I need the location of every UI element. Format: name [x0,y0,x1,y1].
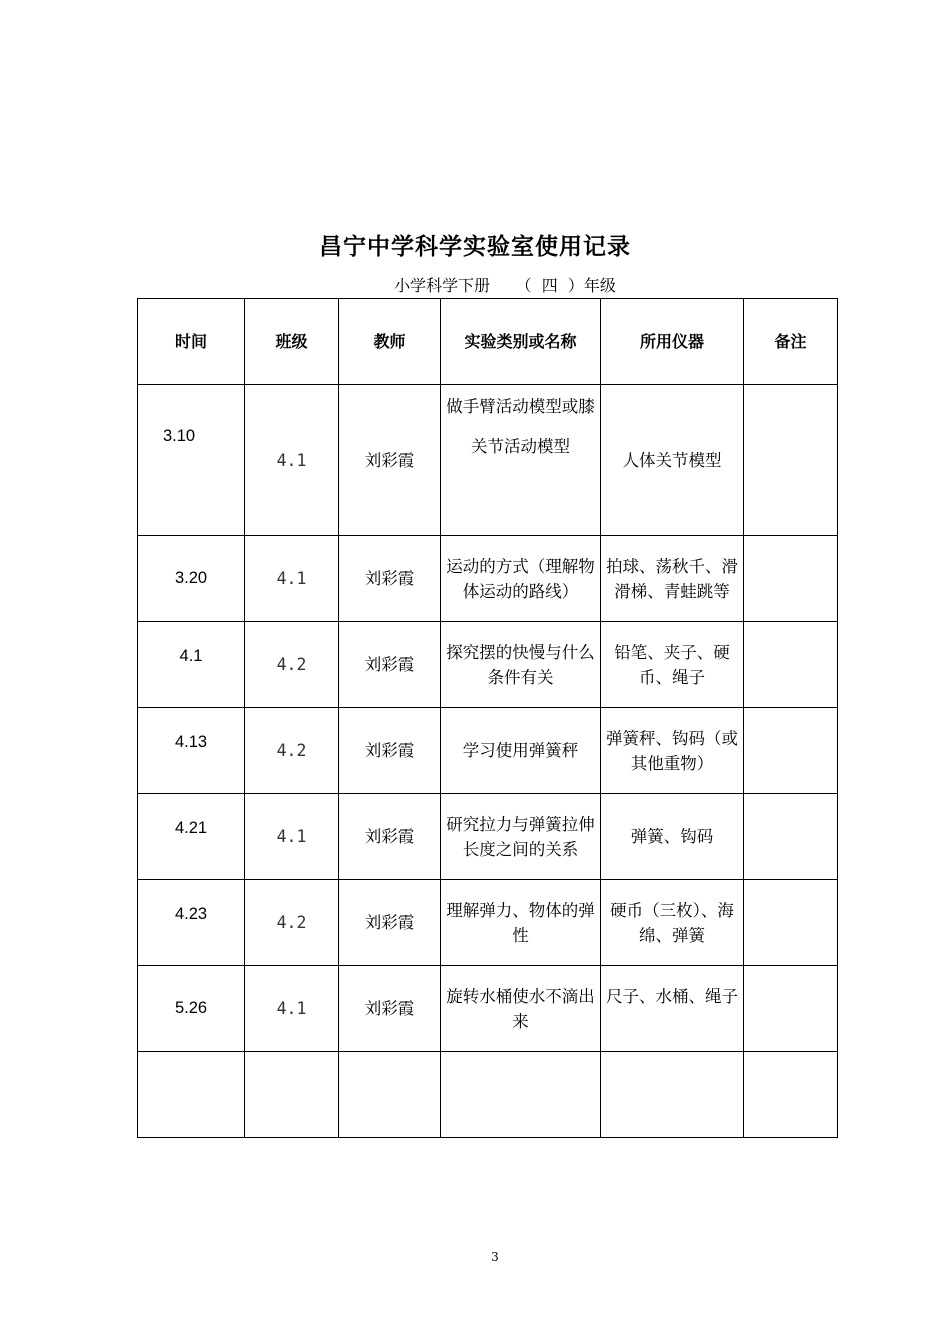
date-cell: 3.20 [138,536,245,622]
instruments-cell [601,1052,744,1138]
class-cell: 4.1 [245,536,339,622]
instruments-cell: 弹簧、钩码 [601,794,744,880]
column-header-time: 时间 [138,299,245,385]
table-row [138,880,838,966]
column-header-notes: 备注 [744,299,838,385]
teacher-cell: 刘彩霞 [339,385,441,536]
instruments-cell: 人体关节模型 [601,385,744,536]
experiment-cell: 探究摆的快慢与什么条件有关 [441,622,601,708]
date-cell [138,622,245,708]
notes-cell [744,708,838,794]
date-text: 4.23 [174,905,208,923]
teacher-cell: 刘彩霞 [339,880,441,966]
table-row [138,966,838,1052]
class-cell: 4.2 [245,622,339,708]
notes-cell [744,1052,838,1138]
instruments-cell: 铅笔、夹子、硬币、绳子 [601,622,744,708]
table-row [138,385,838,536]
notes-cell [744,622,838,708]
date-cell: 5.26 [138,966,245,1052]
column-header-class: 班级 [245,299,339,385]
notes-cell [744,536,838,622]
class-cell: 4.2 [245,708,339,794]
table-row [138,1052,838,1138]
table-row [138,794,838,880]
instruments-cell: 拍球、荡秋千、滑滑梯、青蛙跳等 [601,536,744,622]
experiment-cell: 学习使用弹簧秤 [441,708,601,794]
date-text: 3.10 [162,426,196,445]
class-cell: 4.1 [245,794,339,880]
column-header-teacher: 教师 [339,299,441,385]
usage-record-table [137,298,838,1138]
teacher-cell [339,1052,441,1138]
column-header-instruments: 所用仪器 [601,299,744,385]
teacher-cell: 刘彩霞 [339,708,441,794]
date-cell [138,385,245,536]
experiment-cell [441,1052,601,1138]
table-row [138,708,838,794]
page-number: 3 [491,1250,499,1264]
teacher-cell: 刘彩霞 [339,536,441,622]
experiment-cell [441,385,601,536]
instruments-cell: 硬币（三枚）、海绵、弹簧 [601,880,744,966]
instruments-cell: 弹簧秤、钩码（或其他重物） [601,708,744,794]
grade-subtitle: 小学科学下册 （ 四 ）年级 [394,276,616,295]
table-row [138,622,838,708]
date-text: 4.13 [174,733,208,751]
experiment-text: 做手臂活动模型或膝关节活动模型 [446,397,595,456]
experiment-cell: 运动的方式（理解物体运动的路线） [441,536,601,622]
instruments-cell [601,966,744,1052]
teacher-cell: 刘彩霞 [339,622,441,708]
date-cell [138,794,245,880]
experiment-cell: 研究拉力与弹簧拉伸长度之间的关系 [441,794,601,880]
teacher-cell: 刘彩霞 [339,966,441,1052]
notes-cell [744,385,838,536]
date-text: 4.21 [174,819,208,837]
date-cell [138,1052,245,1138]
notes-cell [744,880,838,966]
column-header-experiment: 实验类别或名称 [441,299,601,385]
date-text: 4.1 [179,647,203,665]
experiment-text: 旋转水桶使水不滴出来 [446,987,595,1031]
page-title: 昌宁中学科学实验室使用记录 [319,234,631,260]
notes-cell [744,794,838,880]
table-row [138,536,838,622]
date-cell [138,708,245,794]
experiment-cell: 理解弹力、物体的弹性 [441,880,601,966]
experiment-cell [441,966,601,1052]
class-cell: 4.1 [245,385,339,536]
instruments-text: 尺子、水桶、绳子 [606,987,738,1006]
table-header-row [138,299,838,385]
date-cell [138,880,245,966]
teacher-cell: 刘彩霞 [339,794,441,880]
class-cell: 4.1 [245,966,339,1052]
class-cell: 4.2 [245,880,339,966]
notes-cell [744,966,838,1052]
class-cell [245,1052,339,1138]
